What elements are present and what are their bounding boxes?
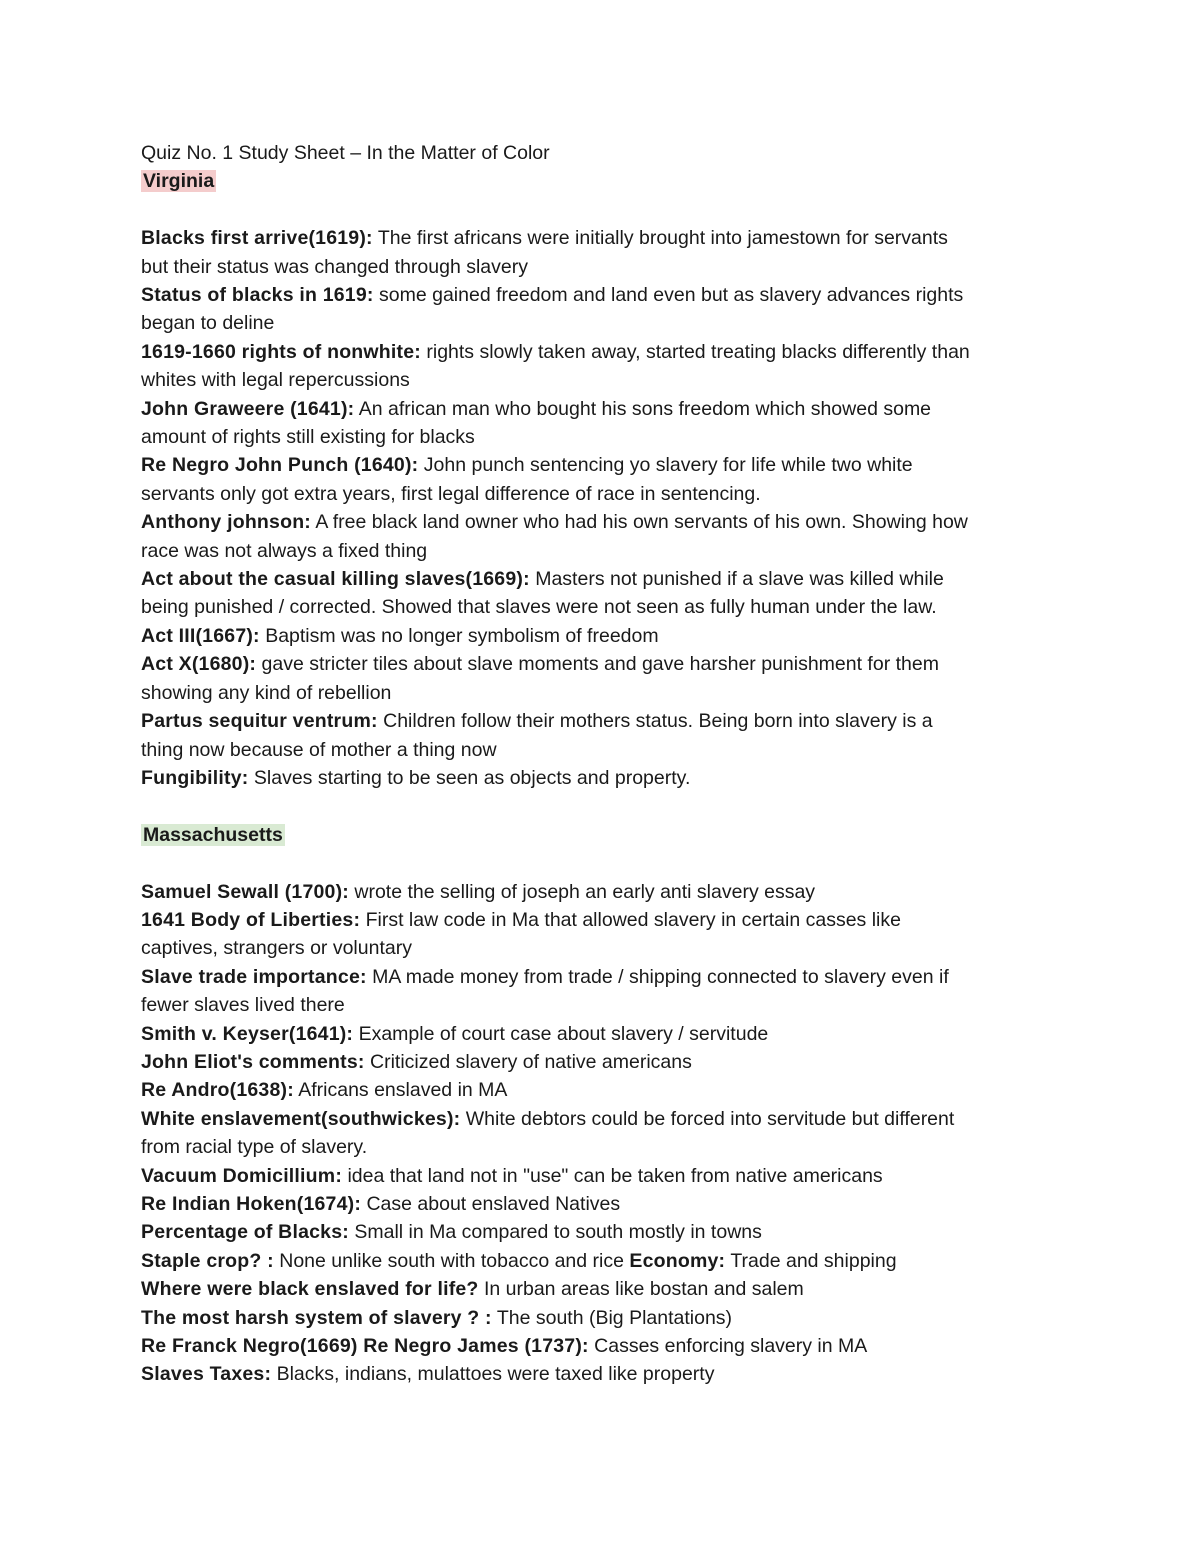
entry-text: being punished / corrected. Showed that slaves were not seen as fully human under the law. <box>141 596 937 619</box>
massachusetts-entry <box>141 1247 1071 1275</box>
entry-text: An african man who bought his sons freedom which showed some <box>358 397 932 420</box>
entry-text: from racial type of slavery. <box>141 1136 368 1159</box>
entry-text: White debtors could be forced into servitude but different <box>465 1107 955 1130</box>
entry-text: Casses enforcing slavery in MA <box>594 1335 868 1358</box>
massachusetts-entry <box>141 1105 1071 1162</box>
entry-term: Vacuum Domicillium: <box>141 1164 343 1187</box>
virginia-entry <box>141 451 1071 508</box>
entry-term: Percentage of Blacks: <box>141 1221 349 1244</box>
virginia-entry <box>141 281 1071 338</box>
entry-term: Act X(1680): <box>141 653 257 676</box>
entry-text: gave stricter tiles about slave moments and gave harsher punishment for them <box>261 653 939 676</box>
entry-text: Slaves starting to be seen as objects and property. <box>253 766 691 789</box>
section-heading-virginia: Virginia <box>143 170 215 193</box>
virginia-entry <box>141 565 1071 622</box>
entry-text: showing any kind of rebellion <box>141 681 392 704</box>
entry-term: Act III(1667): <box>141 624 260 647</box>
virginia-entry <box>141 508 1071 565</box>
document-body <box>141 139 1071 1389</box>
entry-text: thing now because of mother a thing now <box>141 738 497 761</box>
massachusetts-entry <box>141 963 1071 1020</box>
entry-term: The most harsh system of slavery ? : <box>141 1306 492 1329</box>
entry-term: Smith v. Keyser(1641): <box>141 1022 354 1045</box>
entry-text: John punch sentencing yo slavery for life while two white <box>423 454 913 477</box>
virginia-entry <box>141 338 1071 395</box>
entry-term: 1641 Body of Liberties: <box>141 908 361 931</box>
entry-text: some gained freedom and land even but as slavery advances rights <box>379 284 964 307</box>
entry-text: In urban areas like bostan and salem <box>483 1278 804 1301</box>
massachusetts-entry <box>141 878 1071 906</box>
entry-term: Staple crop? : <box>141 1249 274 1272</box>
entry-text: None unlike south with tobacco and rice <box>279 1249 624 1272</box>
entry-text: but their status was changed through slavery <box>141 255 528 278</box>
virginia-entry <box>141 622 1071 650</box>
entry-text: race was not always a fixed thing <box>141 539 428 562</box>
entry-term: Status of blacks in 1619: <box>141 284 374 307</box>
entry-term: 1619-1660 rights of nonwhite: <box>141 340 421 363</box>
entry-text: Children follow their mothers status. Being born into slavery is a <box>383 710 933 733</box>
virginia-entry <box>141 764 1071 792</box>
virginia-entry <box>141 395 1071 452</box>
massachusetts-entry <box>141 1190 1071 1218</box>
entry-text: began to deline <box>141 312 275 335</box>
entry-term: Partus sequitur ventrum: <box>141 710 378 733</box>
entry-term: Blacks first arrive(1619): <box>141 227 373 250</box>
entry-text: amount of rights still existing for blacks <box>141 426 475 449</box>
entry-text: Baptism was no longer symbolism of freedom <box>265 624 659 647</box>
entry-text: rights slowly taken away, started treating blacks differently than <box>426 340 970 363</box>
entry-text: First law code in Ma that allowed slavery in certain casses like <box>365 908 901 931</box>
massachusetts-entry <box>141 1162 1071 1190</box>
entry-text: Case about enslaved Natives <box>366 1192 621 1215</box>
massachusetts-entry <box>141 1360 1071 1388</box>
massachusetts-entry <box>141 1218 1071 1246</box>
massachusetts-entry <box>141 906 1071 963</box>
entry-term: Slave trade importance: <box>141 965 367 988</box>
entry-term: Act about the casual killing slaves(1669): <box>141 568 530 591</box>
entry-text: The south (Big Plantations) <box>496 1306 733 1329</box>
entry-term: White enslavement(southwickes): <box>141 1107 461 1130</box>
entry-term: John Eliot's comments: <box>141 1050 365 1073</box>
entry-text: fewer slaves lived there <box>141 994 345 1017</box>
entry-term: Samuel Sewall (1700): <box>141 880 349 903</box>
massachusetts-entry <box>141 1304 1071 1332</box>
entry-text: Example of court case about slavery / servitude <box>358 1022 769 1045</box>
entry-text: whites with legal repercussions <box>141 369 410 392</box>
entry-text: Trade and shipping <box>730 1249 897 1272</box>
entry-text: wrote the selling of joseph an early anti slavery essay <box>354 880 816 903</box>
entry-text: MA made money from trade / shipping connected to slavery even if <box>372 965 949 988</box>
entry-text: Blacks, indians, mulattoes were taxed like property <box>276 1363 715 1386</box>
entry-text: Masters not punished if a slave was killed while <box>535 568 944 591</box>
virginia-entry <box>141 707 1071 764</box>
entry-term: Economy: <box>629 1249 726 1272</box>
massachusetts-entry-list <box>141 878 1071 1389</box>
entry-text: Criticized slavery of native americans <box>370 1050 692 1073</box>
document-title: Quiz No. 1 Study Sheet – In the Matter of Color <box>141 142 550 164</box>
virginia-entry-list <box>141 224 1071 792</box>
entry-term: Re Negro John Punch (1640): <box>141 454 419 477</box>
entry-term: Slaves Taxes: <box>141 1363 272 1386</box>
massachusetts-entry <box>141 1275 1071 1303</box>
entry-text: idea that land not in "use" can be taken from native americans <box>347 1164 883 1187</box>
entry-text: servants only got extra years, first legal difference of race in sentencing. <box>141 482 761 505</box>
massachusetts-entry <box>141 1076 1071 1104</box>
entry-text: A free black land owner who had his own servants of his own. Showing how <box>315 511 968 534</box>
massachusetts-entry <box>141 1332 1071 1360</box>
entry-term: Re Andro(1638): <box>141 1079 294 1102</box>
entry-term: Re Indian Hoken(1674): <box>141 1192 362 1215</box>
entry-term: Fungibility: <box>141 766 249 789</box>
entry-text: Africans enslaved in MA <box>298 1079 508 1102</box>
section-heading-massachusetts: Massachusetts <box>143 823 283 846</box>
massachusetts-entry <box>141 1048 1071 1076</box>
entry-term: Where were black enslaved for life? <box>141 1278 479 1301</box>
virginia-entry <box>141 224 1071 281</box>
virginia-entry <box>141 650 1071 707</box>
entry-term: John Graweere (1641): <box>141 397 355 420</box>
massachusetts-entry <box>141 1020 1071 1048</box>
entry-text: Small in Ma compared to south mostly in towns <box>354 1221 762 1244</box>
entry-term: Anthony johnson: <box>141 511 311 534</box>
entry-text: The first africans were initially brought into jamestown for servants <box>377 227 948 250</box>
entry-term: Re Franck Negro(1669) Re Negro James (1737): <box>141 1335 589 1358</box>
entry-text: captives, strangers or voluntary <box>141 937 412 960</box>
